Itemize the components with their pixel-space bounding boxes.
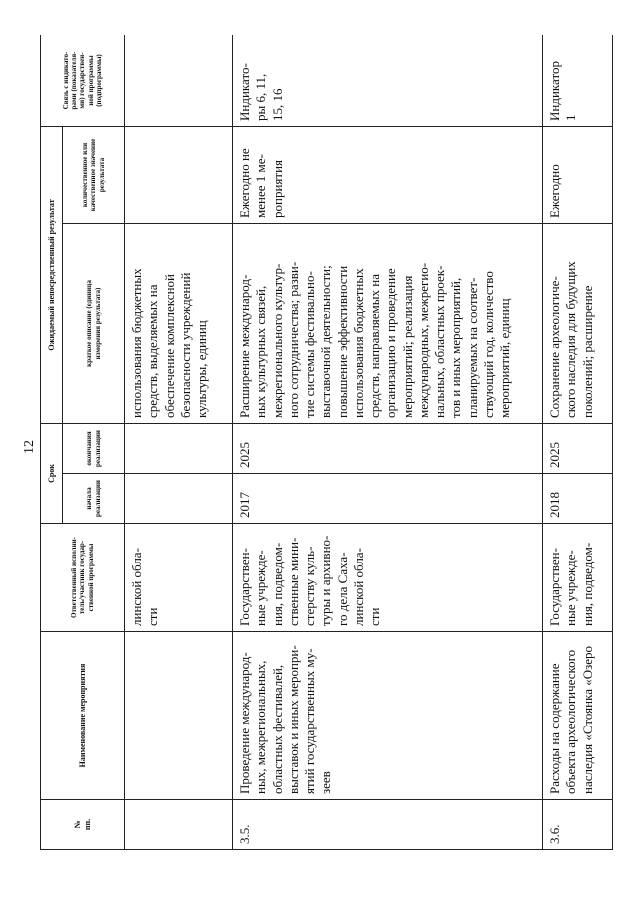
- header-quantitative-value: количественное или качественное значение результата: [63, 127, 125, 224]
- cell-end: [125, 424, 233, 474]
- table-row: [543, 35, 613, 850]
- rotated-table-container: [40, 35, 613, 850]
- header-term-start: начала реализации: [63, 474, 125, 524]
- cell-num: 3.5.: [233, 800, 543, 850]
- events-table: [40, 35, 613, 850]
- header-short-description: краткое описание (единица измерения результата): [63, 224, 125, 424]
- cell-value: Ежегодно: [543, 127, 613, 224]
- cell-description: использования бюджетных средств, выделяемых на обеспечение комплексной безопасности учреждений культуры, единиц: [125, 224, 233, 424]
- table-sheet: [40, 35, 613, 850]
- cell-indicator: [125, 35, 233, 127]
- cell-value: [125, 127, 233, 224]
- cell-event-name: Проведение международ- ных, межрегиональных, областных фестивалей, выставок и иных меропри- ятий государственных му- зеев: [233, 632, 543, 800]
- cell-end: 2025: [543, 424, 613, 474]
- cell-start: 2017: [233, 474, 543, 524]
- table-row: [233, 35, 543, 850]
- cell-description: Расширение международ- ных культурных связей, межрегионального культур- ного сотрудничества; разви- тие системы фестивально- выставочной деятельности; повышение эффективности использования бюджетных средств, направляемых на организацию и проведение мероприятий; реализация международных, межрегио- нальных, областных проек- тов и иных мероприятий, планируемых на соответ- ствующий год, количество мероприятий, единиц: [233, 224, 543, 424]
- cell-end: 2025: [233, 424, 543, 474]
- header-event-name: Наименование мероприятия: [41, 632, 125, 800]
- header-indicator-link: Связь с индикато- рами (показателя- ми) государствен- ной программы (подпрограммы): [41, 35, 125, 127]
- header-responsible: Ответственный исполни- тель/участник государ- ственной программы: [41, 524, 125, 632]
- header-num: № пп.: [41, 800, 125, 850]
- cell-responsible: Государствен- ные учрежде- ния, подведом-: [543, 524, 613, 632]
- header-term: Срок: [41, 424, 63, 524]
- header-term-end: окончания реализации: [63, 424, 125, 474]
- table-row: [125, 35, 233, 850]
- cell-indicator: Индикато- ры 6, 11, 15, 16: [233, 35, 543, 127]
- cell-value: Ежегодно не менее 1 ме- роприятия: [233, 127, 543, 224]
- page-number: 12: [22, 440, 37, 454]
- cell-responsible: Государствен- ные учрежде- ния, подведом- ственные мини- стерству куль- туры и архивно- го дела Саха- линской обла- сти: [233, 524, 543, 632]
- cell-description: Сохранение археологиче- ского наследия для будущих поколений; расширение: [543, 224, 613, 424]
- cell-start: [125, 474, 233, 524]
- cell-responsible: линской обла- сти: [125, 524, 233, 632]
- cell-num: [125, 800, 233, 850]
- cell-indicator: Индикатор 1: [543, 35, 613, 127]
- cell-event-name: Расходы на содержание объекта археологического наследия «Стоянка «Озеро: [543, 632, 613, 800]
- cell-num: 3.6.: [543, 800, 613, 850]
- header-expected-result: Ожидаемый непосредственный результат: [41, 127, 63, 424]
- cell-event-name: [125, 632, 233, 800]
- cell-start: 2018: [543, 474, 613, 524]
